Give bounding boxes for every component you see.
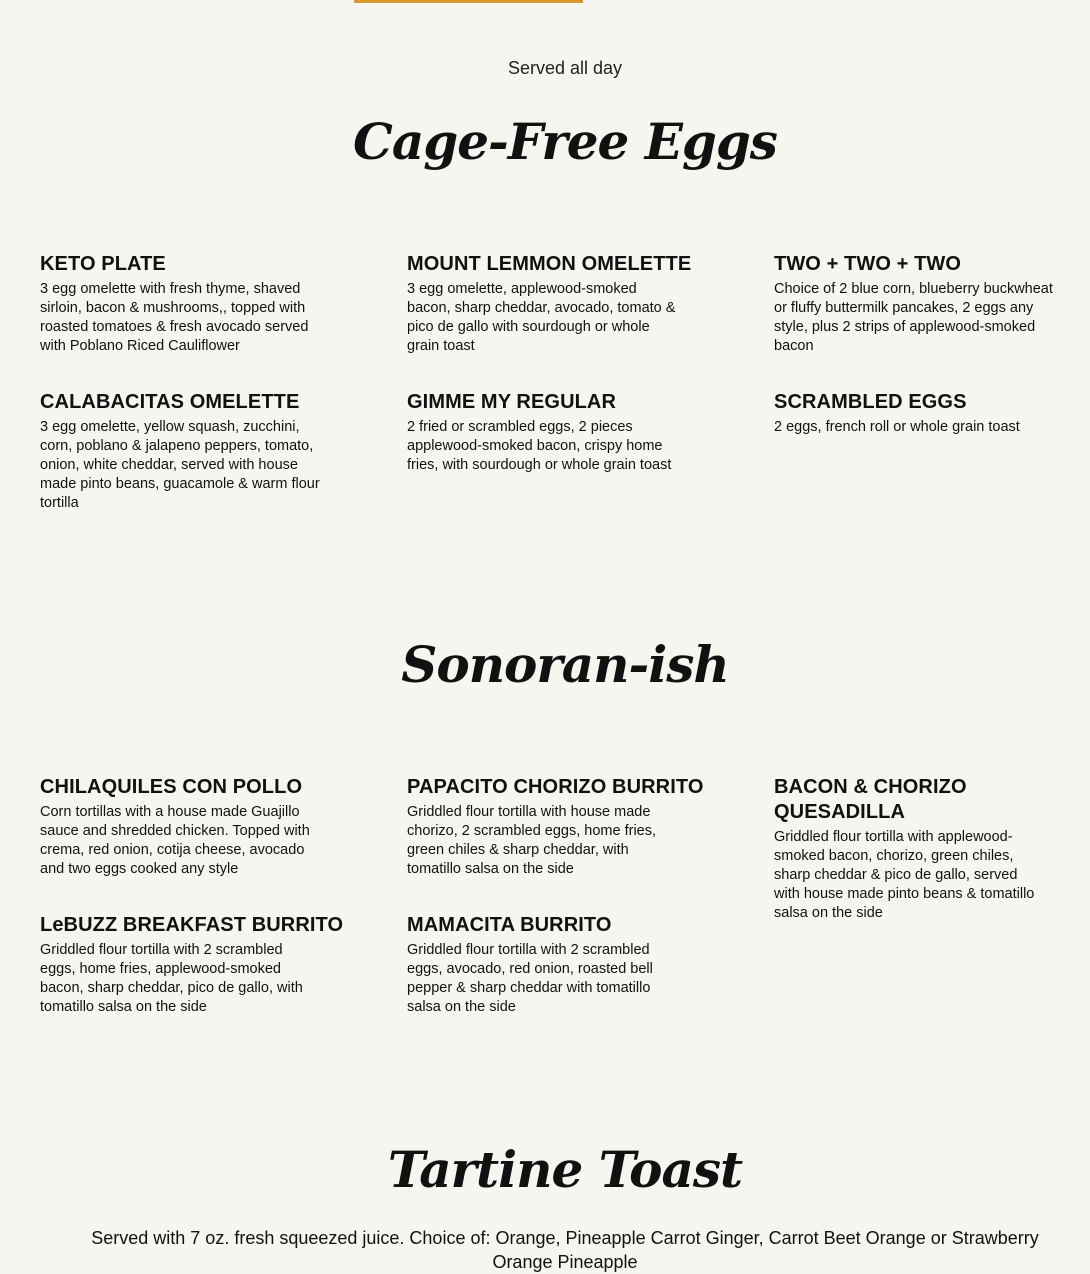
menu-item-description: Corn tortillas with a house made Guajillo sauce and shredded chicken. Topped with crema, red onion, cotija cheese, avocado and two eggs cooked any style [40, 804, 310, 877]
menu-item [40, 913, 344, 1017]
menu-item [40, 775, 320, 879]
tartine-toast-note: Served with 7 oz. fresh squeezed juice. Choice of: Orange, Pineapple Carrot Ginger, Carrot Beet Orange or Strawberry Orange Pineapple [91, 1228, 1039, 1272]
menu-item-name: TWO + TWO + TWO [774, 253, 962, 275]
menu-item [40, 390, 320, 513]
menu-item-description: 3 egg omelette with fresh thyme, shaved sirloin, bacon & mushrooms,, topped with roasted tomatoes & fresh avocado served with Poblano Riced Cauliflower [40, 281, 309, 354]
menu-item [407, 252, 692, 356]
menu-column [407, 252, 774, 547]
menu-column [407, 775, 774, 1051]
menu-item [774, 390, 1054, 437]
menu-item-name: MAMACITA BURRITO [407, 914, 612, 936]
menu-item-name: PAPACITO CHORIZO BURRITO [407, 776, 704, 798]
menu-item-description: Griddled flour tortilla with 2 scrambled eggs, home fries, applewood-smoked bacon, sharp cheddar, pico de gallo, with tomatillo salsa on the side [40, 942, 303, 1015]
active-tab-indicator [354, 0, 583, 3]
menu-item-name: SCRAMBLED EGGS [774, 391, 967, 413]
menu-item-name: LeBUZZ BREAKFAST BURRITO [40, 914, 344, 936]
menu-item-name: GIMME MY REGULAR [407, 391, 617, 413]
menu-column [774, 252, 1070, 547]
menu-item-description: Choice of 2 blue corn, blueberry buckwheat or fluffy buttermilk pancakes, 2 eggs any style, plus 2 strips of applewood-smoked bacon [774, 281, 1053, 354]
section-title-cage-free-eggs: Cage-Free Eggs [353, 112, 777, 171]
menu-item-description: Griddled flour tortilla with house made chorizo, 2 scrambled eggs, home fries, green chiles & sharp cheddar, with tomatillo salsa on the side [407, 804, 657, 877]
menu-item [40, 252, 320, 356]
menu-item-description: Griddled flour tortilla with applewood-smoked bacon, chorizo, green chiles, sharp cheddar & pico de gallo, served with house made pinto beans & tomatillo salsa on the side [774, 829, 1035, 921]
menu-item-description: 3 egg omelette, yellow squash, zucchini, corn, poblano & jalapeno peppers, tomato, onion, white cheddar, served with house made pinto beans, guacamole & warm flour tortilla [40, 419, 320, 511]
menu-item [774, 252, 1054, 356]
menu-item-name: MOUNT LEMMON OMELETTE [407, 253, 692, 275]
menu-column [40, 775, 407, 1051]
menu-item [407, 913, 682, 1017]
menu-item-name: BACON & CHORIZO QUESADILLA [774, 776, 967, 823]
section-title-tartine-toast: Tartine Toast [387, 1140, 743, 1199]
sonoran-ish-menu-grid [40, 775, 1070, 1051]
served-all-day-note: Served all day [507, 58, 623, 78]
menu-column [40, 252, 407, 547]
menu-item [774, 775, 1044, 923]
menu-item-description: 2 eggs, french roll or whole grain toast [774, 419, 1020, 435]
menu-column [774, 775, 1070, 1051]
menu-item-name: KETO PLATE [40, 253, 166, 275]
menu-item-description: 3 egg omelette, applewood-smoked bacon, sharp cheddar, avocado, tomato & pico de gallo with sourdough or whole grain toast [407, 281, 676, 354]
menu-item-description: 2 fried or scrambled eggs, 2 pieces applewood-smoked bacon, crispy home fries, with sourdough or whole grain toast [407, 419, 672, 473]
menu-item-description: Griddled flour tortilla with 2 scrambled eggs, avocado, red onion, roasted bell pepper & sharp cheddar with tomatillo salsa on the side [407, 942, 653, 1015]
cage-free-eggs-menu-grid [40, 252, 1070, 547]
menu-item [407, 775, 704, 879]
section-title-sonoran-ish: Sonoran-ish [401, 635, 729, 694]
menu-item [407, 390, 682, 475]
menu-item-name: CALABACITAS OMELETTE [40, 391, 300, 413]
menu-item-name: CHILAQUILES CON POLLO [40, 776, 303, 798]
